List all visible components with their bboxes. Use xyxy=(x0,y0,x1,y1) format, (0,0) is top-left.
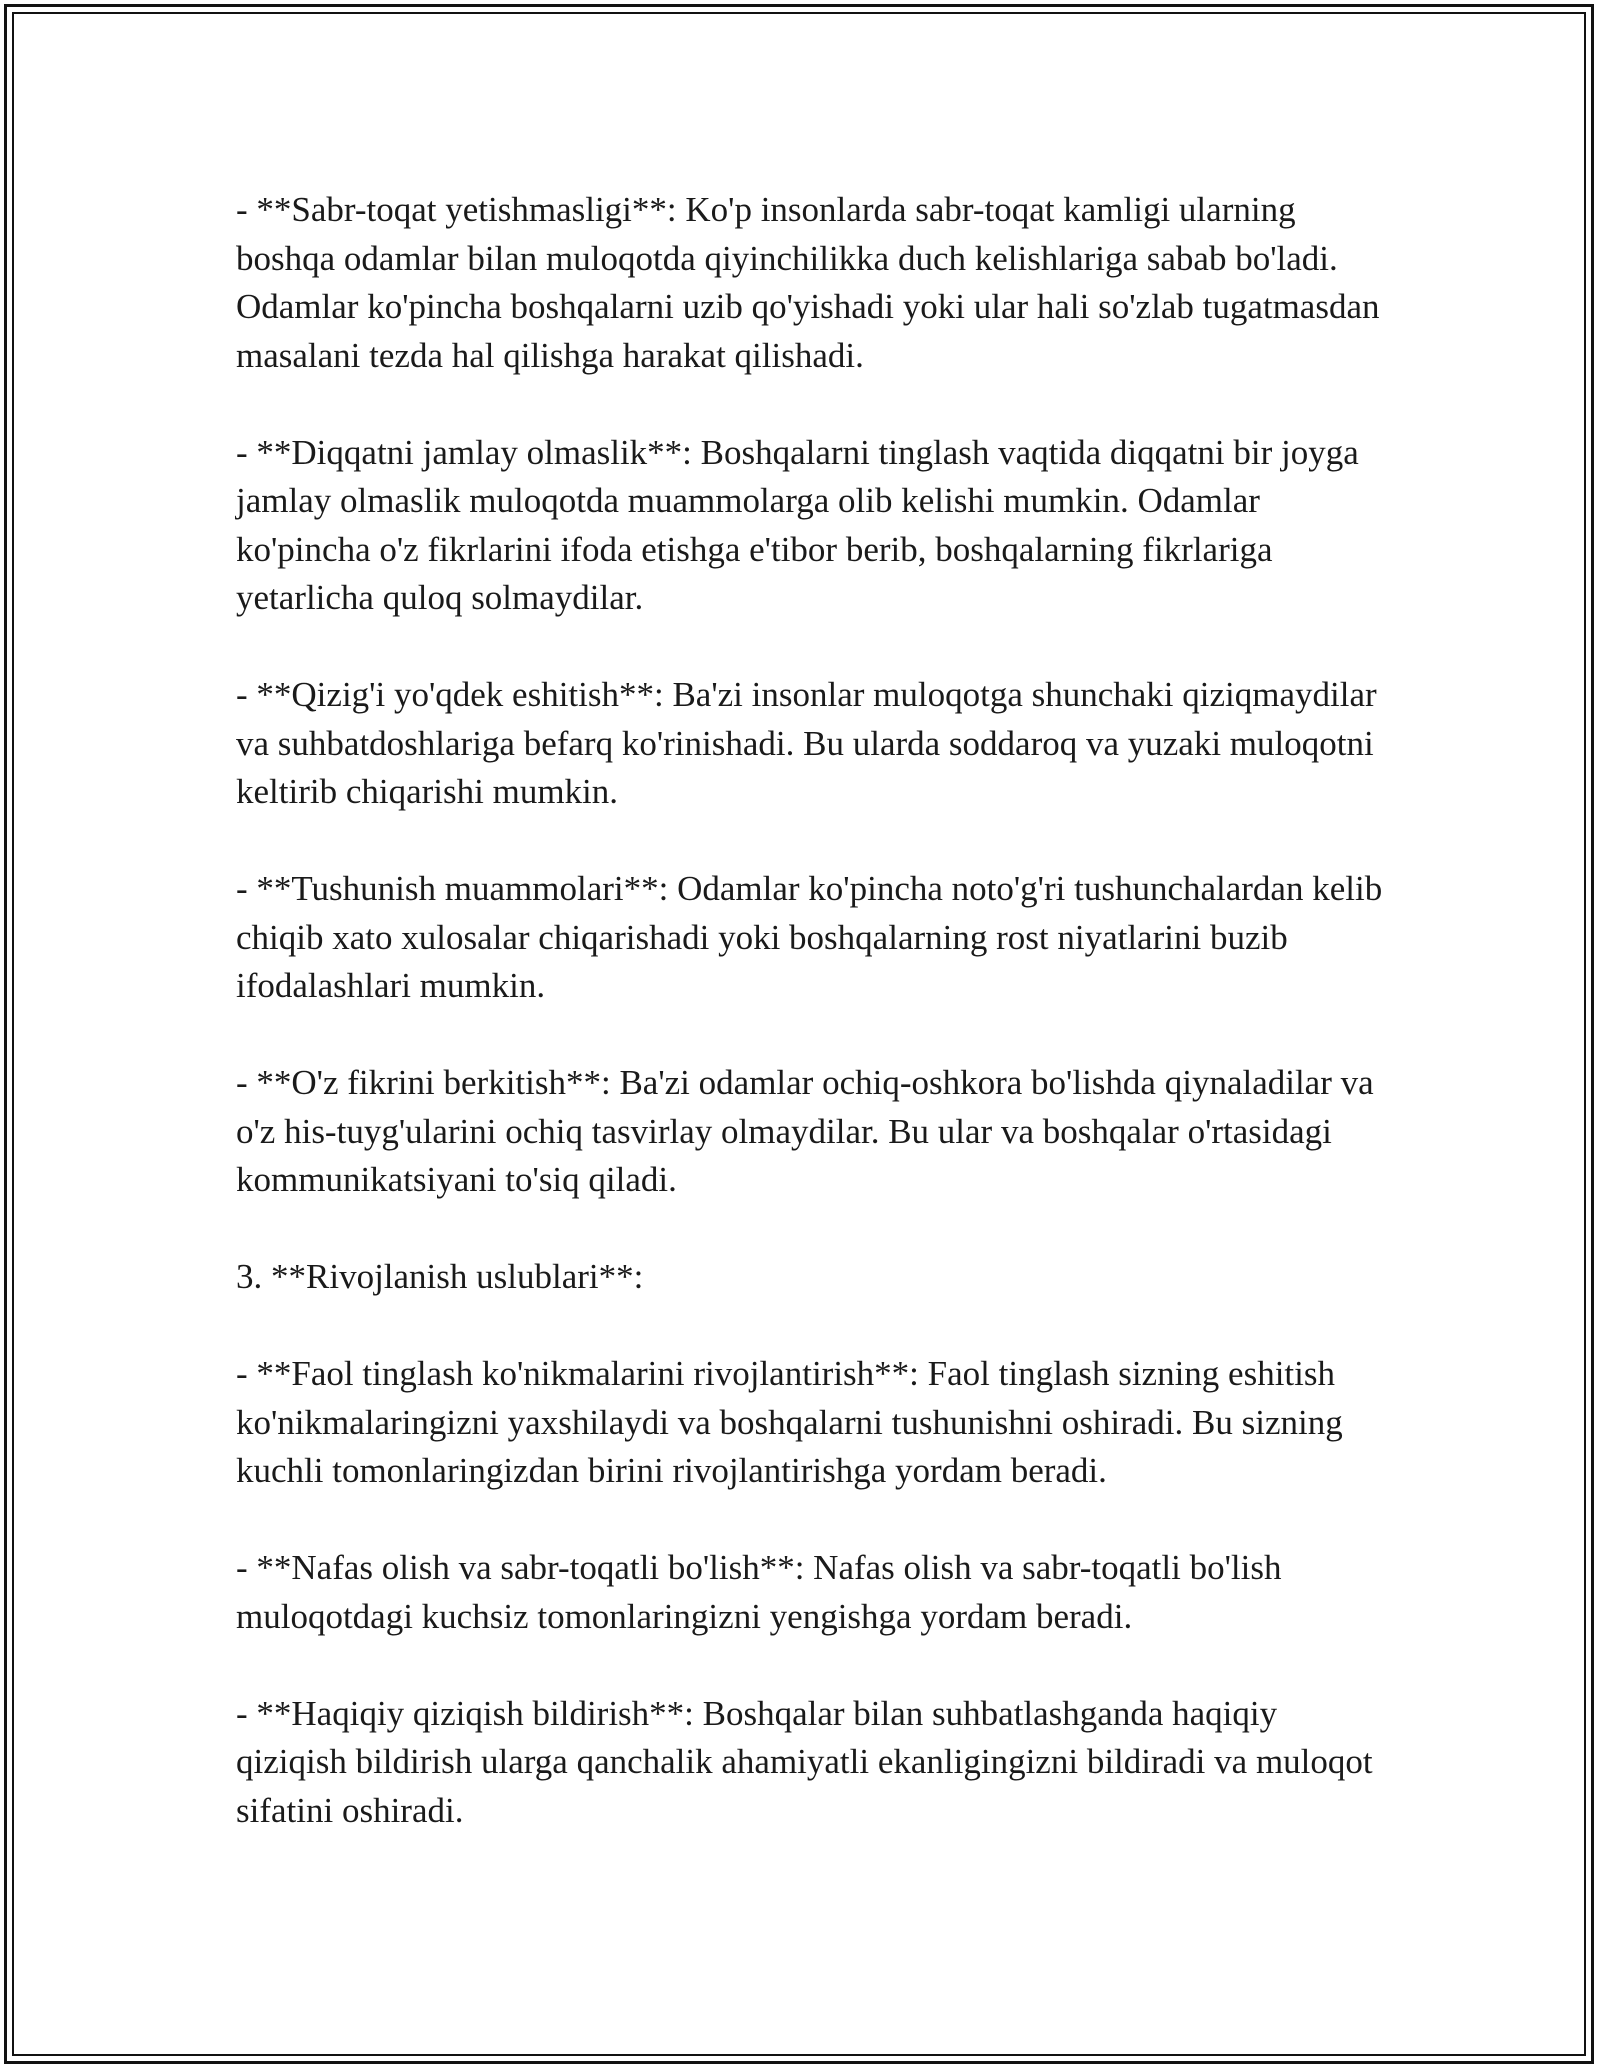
paragraph-sabr-toqat: - **Sabr-toqat yetishmasligi**: Ko'p insonlarda sabr-toqat kamligi ularning boshqa odamlar bilan muloqotda qiyinchilikka duch kelishlariga sabab bo'ladi. Odamlar ko'pincha boshqalarni uzib qo'yishadi yoki ular hali so'zlab tugatmasdan masalani tezda hal qilishga harakat qilishadi. xyxy=(236,190,1380,375)
paragraph-qizigi-yoqdek: - **Qizig'i yo'qdek eshitish**: Ba'zi insonlar muloqotga shunchaki qiziqmaydilar va suhbatdoshlariga befarq ko'rinishadi. Bu ularda soddaroq va yuzaki muloqotni keltirib chiqarishi mumkin. xyxy=(236,675,1377,811)
paragraph-faol-tinglash: - **Faol tinglash ko'nikmalarini rivojlantirish**: Faol tinglash sizning eshitish ko'nikmalaringizni yaxshilaydi va boshqalarni tushunishni oshiradi. Bu sizning kuchli tomonlaringizdan birini rivojlantirishga yordam beradi. xyxy=(236,1354,1343,1490)
document-body xyxy=(236,186,1396,1884)
paragraph-diqqat: - **Diqqatni jamlay olmaslik**: Boshqalarni tinglash vaqtida diqqatni bir joyga jamlay olmaslik muloqotda muammolarga olib kelishi mumkin. Odamlar ko'pincha o'z fikrlarini ifoda etishga e'tibor berib, boshqalarning fikrlariga yetarlicha quloq solmaydilar. xyxy=(236,432,1359,617)
paragraph-tushunish: - **Tushunish muammolari**: Odamlar ko'pincha noto'g'ri tushunchalardan kelib chiqib xato xulosalar chiqarishadi yoki boshqalarning rost niyatlarini buzib ifodalashlari mumkin. xyxy=(236,869,1383,1005)
paragraph-haqiqiy-qiziqish: - **Haqiqiy qiziqish bildirish**: Boshqalar bilan suhbatlashganda haqiqiy qiziqish bildirish ularga qanchalik ahamiyatli ekanligingizni bildiradi va muloqot sifatini oshiradi. xyxy=(236,1693,1373,1830)
paragraph-nafas-olish: - **Nafas olish va sabr-toqatli bo'lish**: Nafas olish va sabr-toqatli bo'lish muloqotdagi kuchsiz tomonlaringizni yengishga yordam beradi. xyxy=(236,1548,1282,1636)
paragraph-oz-fikrini: - **O'z fikrini berkitish**: Ba'zi odamlar ochiq-oshkora bo'lishda qiynaladilar va o'z his-tuyg'ularini ochiq tasvirlay olmaydilar. Bu ular va boshqalar o'rtasidagi kommunikatsiyani to'siq qiladi. xyxy=(236,1063,1374,1199)
section-heading-rivojlanish: 3. **Rivojlanish uslublari**: xyxy=(236,1257,644,1296)
